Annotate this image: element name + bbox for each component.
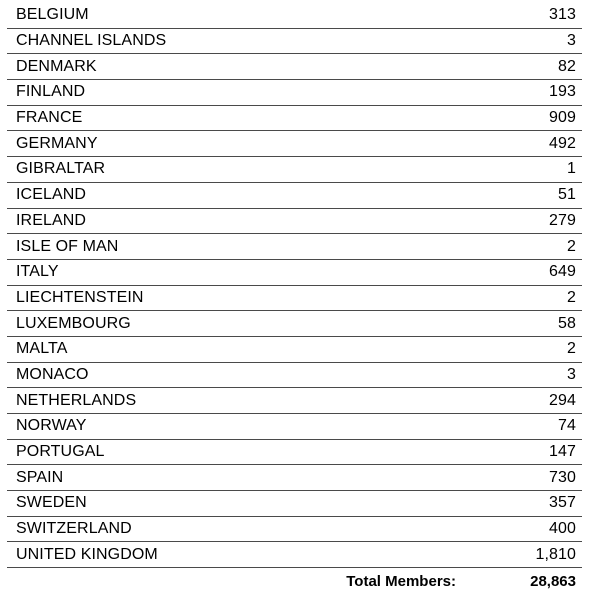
table-row — [7, 3, 582, 29]
member-count: 909 — [549, 109, 576, 127]
country-name: ITALY — [16, 263, 59, 281]
country-name: FRANCE — [16, 109, 83, 127]
country-name: SWITZERLAND — [16, 520, 132, 538]
member-count: 2 — [567, 237, 576, 255]
table-row — [7, 157, 582, 183]
table-row — [7, 491, 582, 517]
member-count: 730 — [549, 468, 576, 486]
member-count: 74 — [558, 417, 576, 435]
total-row — [7, 570, 582, 592]
country-name: NORWAY — [16, 417, 87, 435]
member-count: 2 — [567, 288, 576, 306]
country-name: LIECHTENSTEIN — [16, 288, 144, 306]
table-row — [7, 131, 582, 157]
country-name: GERMANY — [16, 134, 98, 152]
table-row — [7, 363, 582, 389]
country-name: UNITED KINGDOM — [16, 545, 158, 563]
table-row — [7, 286, 582, 312]
table-row — [7, 234, 582, 260]
country-name: NETHERLANDS — [16, 391, 137, 409]
member-count: 193 — [549, 83, 576, 101]
table-row — [7, 414, 582, 440]
table-row — [7, 54, 582, 80]
country-name: MONACO — [16, 365, 89, 383]
country-name: SPAIN — [16, 468, 64, 486]
table-row — [7, 311, 582, 337]
member-count: 3 — [567, 32, 576, 50]
member-count: 649 — [549, 263, 576, 281]
table-row — [7, 337, 582, 363]
country-name: DENMARK — [16, 57, 97, 75]
members-table — [7, 3, 582, 568]
member-count: 313 — [549, 6, 576, 24]
country-name: IRELAND — [16, 211, 87, 229]
member-count: 3 — [567, 365, 576, 383]
country-name: MALTA — [16, 340, 68, 358]
member-count: 357 — [549, 494, 576, 512]
member-count: 51 — [558, 186, 576, 204]
member-count: 82 — [558, 57, 576, 75]
member-count: 2 — [567, 340, 576, 358]
table-row — [7, 80, 582, 106]
country-name: PORTUGAL — [16, 443, 105, 461]
member-count: 58 — [558, 314, 576, 332]
table-row — [7, 440, 582, 466]
member-count: 1,810 — [535, 545, 576, 563]
country-name: GIBRALTAR — [16, 160, 106, 178]
table-row — [7, 465, 582, 491]
member-count: 492 — [549, 134, 576, 152]
table-row — [7, 209, 582, 235]
country-name: ICELAND — [16, 186, 87, 204]
member-count: 147 — [549, 443, 576, 461]
member-count: 294 — [549, 391, 576, 409]
country-name: LUXEMBOURG — [16, 314, 131, 332]
table-row — [7, 29, 582, 55]
member-count: 400 — [549, 520, 576, 538]
table-row — [7, 542, 582, 568]
country-name: ISLE OF MAN — [16, 237, 119, 255]
country-name: BELGIUM — [16, 6, 89, 24]
country-name: FINLAND — [16, 83, 86, 101]
country-name: CHANNEL ISLANDS — [16, 32, 167, 50]
table-row — [7, 106, 582, 132]
table-row — [7, 183, 582, 209]
member-count: 279 — [549, 211, 576, 229]
total-label: Total Members: — [346, 572, 456, 590]
total-value: 28,863 — [530, 572, 576, 590]
table-row — [7, 260, 582, 286]
table-row — [7, 517, 582, 543]
member-count: 1 — [567, 160, 576, 178]
country-name: SWEDEN — [16, 494, 87, 512]
table-row — [7, 388, 582, 414]
